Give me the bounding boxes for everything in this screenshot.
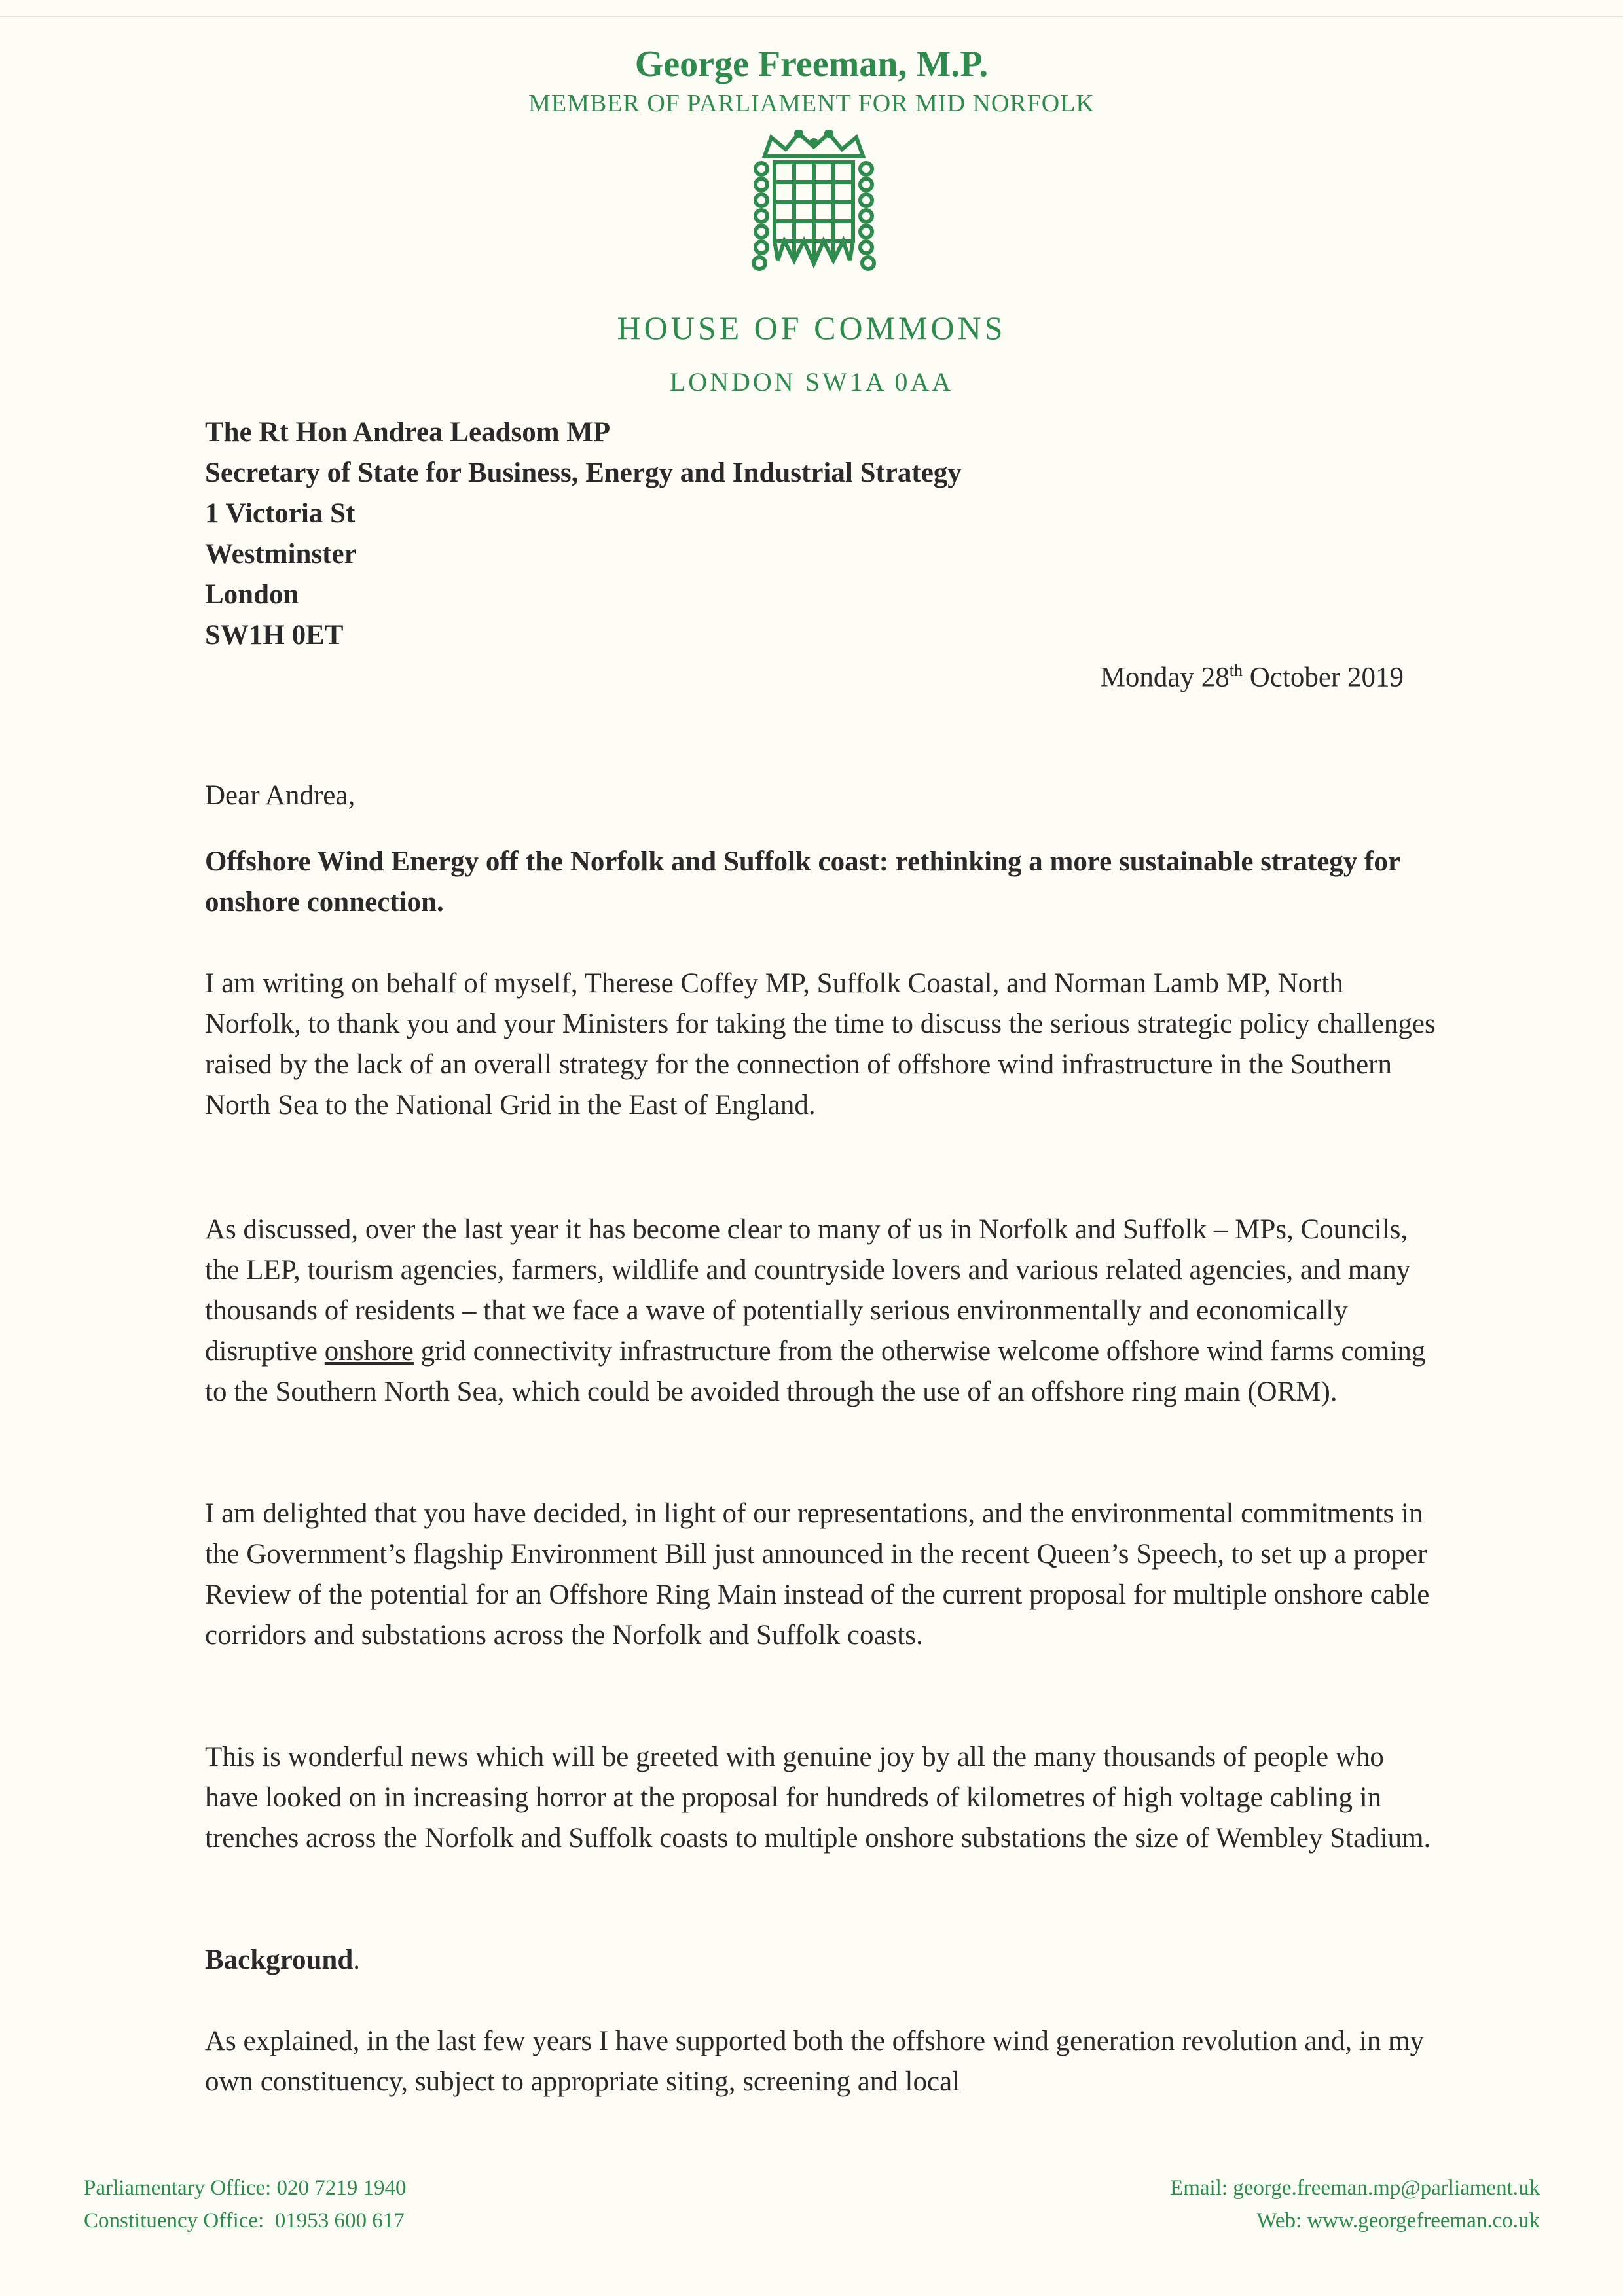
heading-period: .: [353, 1945, 360, 1975]
paragraph-segment: grid connectivity infrastructure from the otherwise welcome offshore wind farms coming to the Southern North Sea, which could be avoided through the use of an offshore ring main (ORM).: [205, 1336, 1426, 1407]
footer-contact: [1170, 2172, 1540, 2237]
recipient-line: SW1H 0ET: [205, 620, 344, 651]
emphasis-onshore: onshore: [324, 1336, 414, 1367]
paragraph-3: [205, 1494, 1436, 1656]
subject: [205, 842, 1436, 923]
paragraph-1: [205, 963, 1436, 1126]
paragraph-text: [205, 1210, 1436, 1412]
portcullis-icon: [745, 130, 883, 275]
paragraph-text: This is wonderful news which will be greeted with genuine joy by all the many thousands of people who have looked on in increasing horror at the proposal for hundreds of kilometres of high voltage cabling in trenches across the Norfolk and Suffolk coasts to multiple onshore substations the size of Wembley Stadium.: [205, 1742, 1431, 1854]
paragraph-4: [205, 1737, 1436, 1859]
footer-web[interactable]: Web: www.georgefreeman.co.uk: [1256, 2209, 1540, 2233]
date-prefix: Monday 28: [1100, 662, 1230, 693]
parliamentary-office: Parliamentary Office: 020 7219 1940: [84, 2176, 407, 2200]
recipient-line: London: [205, 579, 299, 610]
paragraph-text: As explained, in the last few years I have supported both the offshore wind generation revolution and, in my own constituency, subject to appropriate siting, screening and local: [205, 2026, 1425, 2097]
recipient-line: 1 Victoria St: [205, 498, 356, 529]
house-of-commons: HOUSE OF COMMONS: [617, 310, 1006, 346]
paragraph-text: I am writing on behalf of myself, Therese Coffey MP, Suffolk Coastal, and Norman Lamb MP, North Norfolk, to thank you and your Ministers for taking the time to discuss the serious strategic policy challenges raised by the lack of an overall strategy for the connection of offshore wind infrastructure in the Southern North Sea to the National Grid in the East of England.: [205, 968, 1436, 1121]
paragraph-5: [205, 2021, 1436, 2102]
footer-offices: [84, 2172, 406, 2237]
heading-text: [205, 1940, 1436, 1981]
house-address: LONDON SW1A 0AA: [669, 367, 954, 397]
mp-name: George Freeman, M.P.: [634, 44, 989, 84]
section-heading: [205, 1940, 1436, 1981]
paragraph-text: I am delighted that you have decided, in light of our representations, and the environmental commitments in the Government’s flagship Environment Bill just announced in the recent Queen’s Speech, to set up a proper Review of the potential for an Offshore Ring Main instead of the current proposal for multiple onshore cable corridors and substations across the Norfolk and Suffolk coasts.: [205, 1498, 1430, 1651]
paragraph-segment: As discussed, over the last year it has become clear to many of us in Norfolk and Suffolk – MPs, Councils, the LEP, tourism agencies, farmers, wildlife and countryside lovers and various related agencies, and many thousands of residents – that we face a wave of potentially serious environmentally and economically disruptive: [205, 1214, 1411, 1367]
paragraph-2: [205, 1210, 1436, 1412]
recipient-line: Secretary of State for Business, Energy and Industrial Strategy: [205, 457, 962, 488]
salutation-text: Dear Andrea,: [205, 780, 356, 811]
recipient-line: The Rt Hon Andrea Leadsom MP: [205, 417, 611, 448]
footer-email[interactable]: Email: george.freeman.mp@parliament.uk: [1170, 2176, 1540, 2200]
letter-date: [1101, 661, 1404, 693]
constituency-office: Constituency Office: 01953 600 617: [84, 2209, 405, 2233]
subject-text: Offshore Wind Energy off the Norfolk and Suffolk coast: rethinking a more sustainable strategy for onshore connection.: [205, 846, 1400, 918]
salutation: [205, 776, 1436, 816]
recipient-line: Westminster: [205, 539, 357, 569]
top-border: [0, 16, 1623, 17]
recipient-address: [205, 412, 962, 656]
heading-label: Background: [205, 1945, 354, 1975]
mp-constituency: MEMBER OF PARLIAMENT FOR MID NORFOLK: [528, 90, 1095, 117]
date-ordinal: th: [1229, 661, 1243, 680]
date-suffix: October 2019: [1243, 662, 1404, 693]
